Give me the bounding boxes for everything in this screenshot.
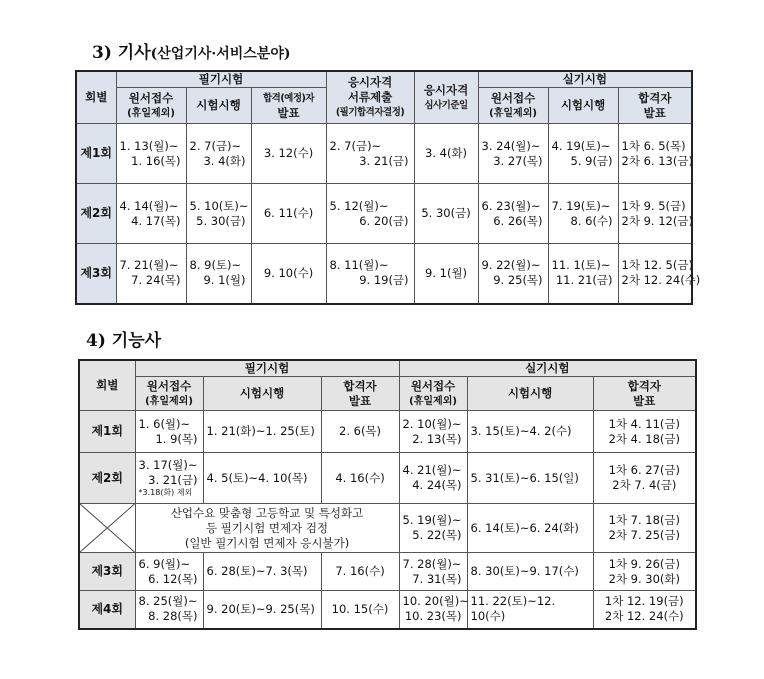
cell-apply-end: 1. 16(목) bbox=[131, 153, 181, 168]
cell-practical-pass-1: 1차 12. 5(금) bbox=[621, 258, 693, 273]
header-pass-written bbox=[251, 88, 326, 124]
cell-practical-apply-end: 9. 25(목) bbox=[493, 273, 543, 288]
cell-exam: 6. 28(토)~7. 3(목) bbox=[203, 553, 321, 591]
cell-practical-pass-1: 1차 9. 5(금) bbox=[621, 198, 686, 213]
cell-apply-start: 1. 6(월)~ bbox=[138, 416, 191, 431]
cell-apply bbox=[116, 124, 186, 184]
header-apply-l1: 원서접수 bbox=[146, 378, 192, 393]
cell-doc-start: 8. 11(월)~ bbox=[329, 258, 389, 273]
cell-practical-pass bbox=[593, 504, 696, 553]
cell-practical-exam-end: 5. 9(금) bbox=[570, 153, 613, 168]
cell-practical-apply-start: 7. 28(월)~ bbox=[402, 556, 462, 571]
header-pass-practical bbox=[593, 377, 696, 411]
header-apply-l2: (휴일제외) bbox=[127, 107, 175, 119]
cell-pass: 4. 16(수) bbox=[321, 453, 399, 504]
cell-practical-apply-start: 5. 19(월)~ bbox=[402, 513, 462, 527]
cell-practical-pass-1: 1차 6. 27(금) bbox=[608, 463, 680, 477]
cell-doc bbox=[326, 184, 414, 244]
table-row bbox=[79, 411, 696, 453]
table-row bbox=[79, 591, 696, 629]
cell-exam: 1. 21(화)~1. 25(토) bbox=[203, 411, 321, 453]
cell-apply-note: *3.18(화) 제외 bbox=[138, 488, 193, 497]
cell-practical-exam: 8. 30(토)~9. 17(수) bbox=[467, 553, 593, 591]
cell-apply bbox=[116, 184, 186, 244]
header-pass-practical-l1: 합격자 bbox=[627, 378, 661, 393]
header-written: 필기시험 bbox=[135, 360, 399, 377]
header-apply-l2: (휴일제외) bbox=[145, 395, 193, 407]
crossed-out-cell bbox=[79, 504, 135, 553]
header-pass bbox=[321, 377, 399, 411]
section-3-title-main: 3) 기사 bbox=[92, 43, 151, 63]
cell-practical-apply-start: 9. 22(월)~ bbox=[481, 258, 541, 273]
cell-doc-end: 9. 19(금) bbox=[359, 273, 409, 288]
table-row-special bbox=[79, 504, 696, 553]
header-pass-practical-l1: 합격자 bbox=[638, 90, 672, 105]
cell-practical-pass-1: 1차 9. 26(금) bbox=[608, 556, 680, 571]
cell-apply bbox=[135, 591, 203, 629]
cell-apply bbox=[135, 553, 203, 591]
cell-practical-apply-end: 7. 31(목) bbox=[412, 571, 462, 586]
table-row bbox=[79, 453, 696, 504]
cell-practical-pass-1: 1차 12. 19(금) bbox=[604, 594, 684, 609]
cell-exam-end: 3. 4(화) bbox=[203, 153, 246, 168]
cell-practical-exam-end: 8. 6(수) bbox=[570, 213, 613, 228]
cell-exam-end: 5. 30(금) bbox=[196, 213, 246, 228]
header-pass-l1: 합격자 bbox=[343, 378, 377, 393]
cell-practical-apply-start: 4. 21(월)~ bbox=[402, 463, 462, 477]
cell-apply-end: 4. 17(목) bbox=[131, 213, 181, 228]
header-written: 필기시험 bbox=[116, 71, 326, 88]
cell-practical-exam: 5. 31(토)~6. 15(일) bbox=[467, 453, 593, 504]
cell-practical-pass-2: 2차 6. 13(금) bbox=[621, 153, 693, 168]
cell-practical-exam: 11. 22(토)~12. 10(수) bbox=[467, 591, 593, 629]
header-apply-practical-l1: 원서접수 bbox=[410, 378, 456, 393]
cell-apply-start: 8. 25(월)~ bbox=[138, 594, 198, 609]
cell-practical-apply-start: 6. 23(월)~ bbox=[481, 198, 541, 213]
row-round: 제4회 bbox=[79, 591, 135, 629]
cell-practical-pass-2: 2차 4. 18(금) bbox=[608, 431, 680, 446]
special-note-line-3: (일반 필기시험 면제자 응시불가) bbox=[184, 535, 350, 550]
header-qualification bbox=[414, 71, 478, 124]
cell-pass: 9. 10(수) bbox=[251, 244, 326, 304]
cell-practical-pass-2: 2차 9. 30(화) bbox=[608, 571, 680, 586]
table-row bbox=[76, 184, 692, 244]
header-doc-submit bbox=[326, 71, 414, 124]
header-apply-practical-l2: (휴일제외) bbox=[489, 107, 537, 119]
header-pass-written-l1: 합격(예정)자 bbox=[262, 92, 315, 104]
row-round: 제3회 bbox=[76, 244, 116, 304]
special-exemption-note bbox=[135, 504, 399, 553]
cell-apply-end: 3. 21(금) bbox=[148, 473, 198, 487]
header-practical: 실기시험 bbox=[399, 360, 696, 377]
cell-practical-apply bbox=[399, 591, 467, 629]
cell-practical-pass-1: 1차 7. 18(금) bbox=[608, 513, 680, 527]
header-doc-submit-l3: (필기합격자결정) bbox=[335, 107, 405, 118]
section-3-title bbox=[92, 38, 290, 63]
header-practical: 실기시험 bbox=[478, 71, 692, 88]
cell-practical-pass-2: 2차 12. 24(수) bbox=[621, 273, 701, 288]
cell-practical-apply-end: 2. 13(목) bbox=[412, 431, 462, 446]
cell-practical-pass bbox=[618, 184, 692, 244]
row-round: 제1회 bbox=[76, 124, 116, 184]
cell-qual: 9. 1(월) bbox=[414, 244, 478, 304]
cell-exam bbox=[186, 184, 251, 244]
cell-practical-apply-end: 4. 24(목) bbox=[412, 478, 462, 492]
cell-pass: 2. 6(목) bbox=[321, 411, 399, 453]
header-apply-practical bbox=[478, 88, 548, 124]
cell-practical-apply bbox=[478, 124, 548, 184]
cell-practical-apply bbox=[478, 244, 548, 304]
header-pass-l2: 발표 bbox=[348, 393, 372, 408]
cell-exam-start: 2. 7(금)~ bbox=[189, 138, 242, 153]
header-apply bbox=[135, 377, 203, 411]
header-exam-practical: 시험시행 bbox=[548, 88, 618, 124]
special-note-line-2: 등 필기시험 면제자 검정 bbox=[205, 520, 329, 535]
cell-pass: 10. 15(수) bbox=[321, 591, 399, 629]
cell-practical-pass bbox=[593, 411, 696, 453]
cell-apply-start: 7. 21(월)~ bbox=[119, 258, 179, 273]
cell-practical-apply-start: 2. 10(월)~ bbox=[402, 416, 462, 431]
cell-apply-start: 3. 17(월)~ bbox=[138, 458, 198, 472]
cell-practical-pass bbox=[618, 244, 701, 304]
cell-practical-apply-end: 10. 23(목) bbox=[404, 609, 462, 624]
header-apply-l1: 원서접수 bbox=[128, 90, 174, 105]
cell-practical-apply-start: 3. 24(월)~ bbox=[481, 138, 541, 153]
table-row bbox=[76, 244, 692, 304]
cell-practical-pass-2: 2차 7. 25(금) bbox=[608, 528, 680, 542]
cell-doc-start: 2. 7(금)~ bbox=[329, 138, 382, 153]
cell-practical-pass bbox=[593, 591, 696, 629]
cell-practical-exam-start: 7. 19(토)~ bbox=[551, 198, 611, 213]
cell-apply-start: 1. 13(월)~ bbox=[119, 138, 179, 153]
cell-apply-end: 7. 24(목) bbox=[131, 273, 181, 288]
header-apply-practical-l1: 원서접수 bbox=[490, 90, 536, 105]
cell-doc-start: 5. 12(월)~ bbox=[329, 198, 389, 213]
special-note-line-1: 산업수요 맞춤형 고등학교 및 특성화고 bbox=[170, 505, 364, 520]
cell-apply-start: 6. 9(월)~ bbox=[138, 556, 191, 571]
cell-practical-exam-start: 4. 19(토)~ bbox=[551, 138, 611, 153]
cell-practical-exam: 3. 15(토)~4. 2(수) bbox=[467, 411, 593, 453]
cell-apply bbox=[116, 244, 186, 304]
header-doc-submit-l2: 서류제출 bbox=[347, 90, 393, 104]
cell-practical-pass-1: 1차 6. 5(목) bbox=[621, 138, 686, 153]
cell-apply-start: 4. 14(월)~ bbox=[119, 198, 179, 213]
cell-exam bbox=[186, 244, 251, 304]
cell-exam: 4. 5(토)~4. 10(목) bbox=[203, 453, 321, 504]
header-round: 회별 bbox=[76, 71, 116, 124]
cell-practical-apply-start: 10. 20(월)~ bbox=[402, 594, 469, 609]
cell-apply-end: 8. 28(목) bbox=[148, 609, 198, 624]
header-exam-practical: 시험시행 bbox=[467, 377, 593, 411]
row-round: 제3회 bbox=[79, 553, 135, 591]
cell-doc bbox=[326, 124, 414, 184]
header-qualification-l2: 심사기준일 bbox=[424, 99, 468, 111]
header-pass-practical bbox=[618, 88, 692, 124]
cell-practical-exam: 6. 14(토)~6. 24(화) bbox=[467, 504, 593, 553]
cell-doc bbox=[326, 244, 414, 304]
cell-exam: 9. 20(토)~9. 25(목) bbox=[203, 591, 321, 629]
header-doc-submit-l1: 응시자격 bbox=[347, 75, 393, 89]
cell-practical-pass-1: 1차 4. 11(금) bbox=[608, 416, 680, 431]
cell-practical-exam bbox=[548, 124, 618, 184]
craftsman-schedule-table bbox=[78, 359, 697, 630]
header-qualification-l1: 응시자격 bbox=[423, 82, 469, 97]
cell-apply bbox=[135, 453, 203, 504]
cell-exam-start: 5. 10(토)~ bbox=[189, 198, 249, 213]
cell-exam-start: 8. 9(토)~ bbox=[189, 258, 242, 273]
cell-practical-pass-2: 2차 12. 24(수) bbox=[604, 609, 684, 624]
header-pass-practical-l2: 발표 bbox=[633, 393, 656, 408]
header-round: 회별 bbox=[79, 360, 135, 411]
cell-practical-exam-start: 11. 1(토)~ bbox=[551, 258, 611, 273]
cell-practical-apply bbox=[399, 411, 467, 453]
cell-exam bbox=[186, 124, 251, 184]
section-4-title: 4) 기능사 bbox=[86, 331, 162, 351]
cell-apply-end: 1. 9(목) bbox=[155, 431, 198, 446]
cell-exam-end: 9. 1(월) bbox=[203, 273, 246, 288]
cell-practical-apply-end: 3. 27(목) bbox=[493, 153, 543, 168]
row-round: 제1회 bbox=[79, 411, 135, 453]
cell-apply-end: 6. 12(목) bbox=[148, 571, 198, 586]
table-row bbox=[76, 124, 692, 184]
row-round: 제2회 bbox=[79, 453, 135, 504]
header-exam: 시험시행 bbox=[186, 88, 251, 124]
cell-practical-pass-2: 2차 9. 12(금) bbox=[621, 213, 693, 228]
header-pass-practical-l2: 발표 bbox=[643, 105, 666, 120]
engineer-schedule-table bbox=[75, 70, 701, 305]
header-exam: 시험시행 bbox=[203, 377, 321, 411]
cell-practical-exam bbox=[548, 184, 618, 244]
cell-practical-pass-2: 2차 7. 4(금) bbox=[612, 478, 677, 492]
cross-mark-icon bbox=[80, 504, 135, 552]
cell-doc-end: 6. 20(금) bbox=[359, 213, 409, 228]
header-apply-practical bbox=[399, 377, 467, 411]
header-apply-practical-l2: (휴일제외) bbox=[409, 395, 457, 407]
header-pass-written-l2: 발표 bbox=[277, 105, 300, 120]
cell-practical-apply-end: 5. 22(목) bbox=[412, 528, 462, 542]
cell-practical-apply bbox=[399, 504, 467, 553]
cell-practical-pass bbox=[593, 453, 696, 504]
header-apply bbox=[116, 88, 186, 124]
cell-qual: 5. 30(금) bbox=[414, 184, 478, 244]
cell-pass: 3. 12(수) bbox=[251, 124, 326, 184]
section-3-title-paren: (산업기사·서비스분야) bbox=[150, 46, 291, 62]
cell-practical-exam bbox=[548, 244, 618, 304]
cell-practical-apply bbox=[399, 453, 467, 504]
cell-practical-apply bbox=[399, 553, 467, 591]
cell-practical-exam-end: 11. 21(금) bbox=[555, 273, 613, 288]
cell-practical-apply-end: 6. 26(목) bbox=[493, 213, 543, 228]
table-row bbox=[79, 553, 696, 591]
cell-qual: 3. 4(화) bbox=[414, 124, 478, 184]
cell-pass: 7. 16(수) bbox=[321, 553, 399, 591]
cell-practical-pass bbox=[593, 553, 696, 591]
row-round: 제2회 bbox=[76, 184, 116, 244]
cell-practical-pass bbox=[618, 124, 692, 184]
cell-doc-end: 3. 21(금) bbox=[359, 153, 409, 168]
cell-practical-apply bbox=[478, 184, 548, 244]
cell-apply bbox=[135, 411, 203, 453]
cell-pass: 6. 11(수) bbox=[251, 184, 326, 244]
